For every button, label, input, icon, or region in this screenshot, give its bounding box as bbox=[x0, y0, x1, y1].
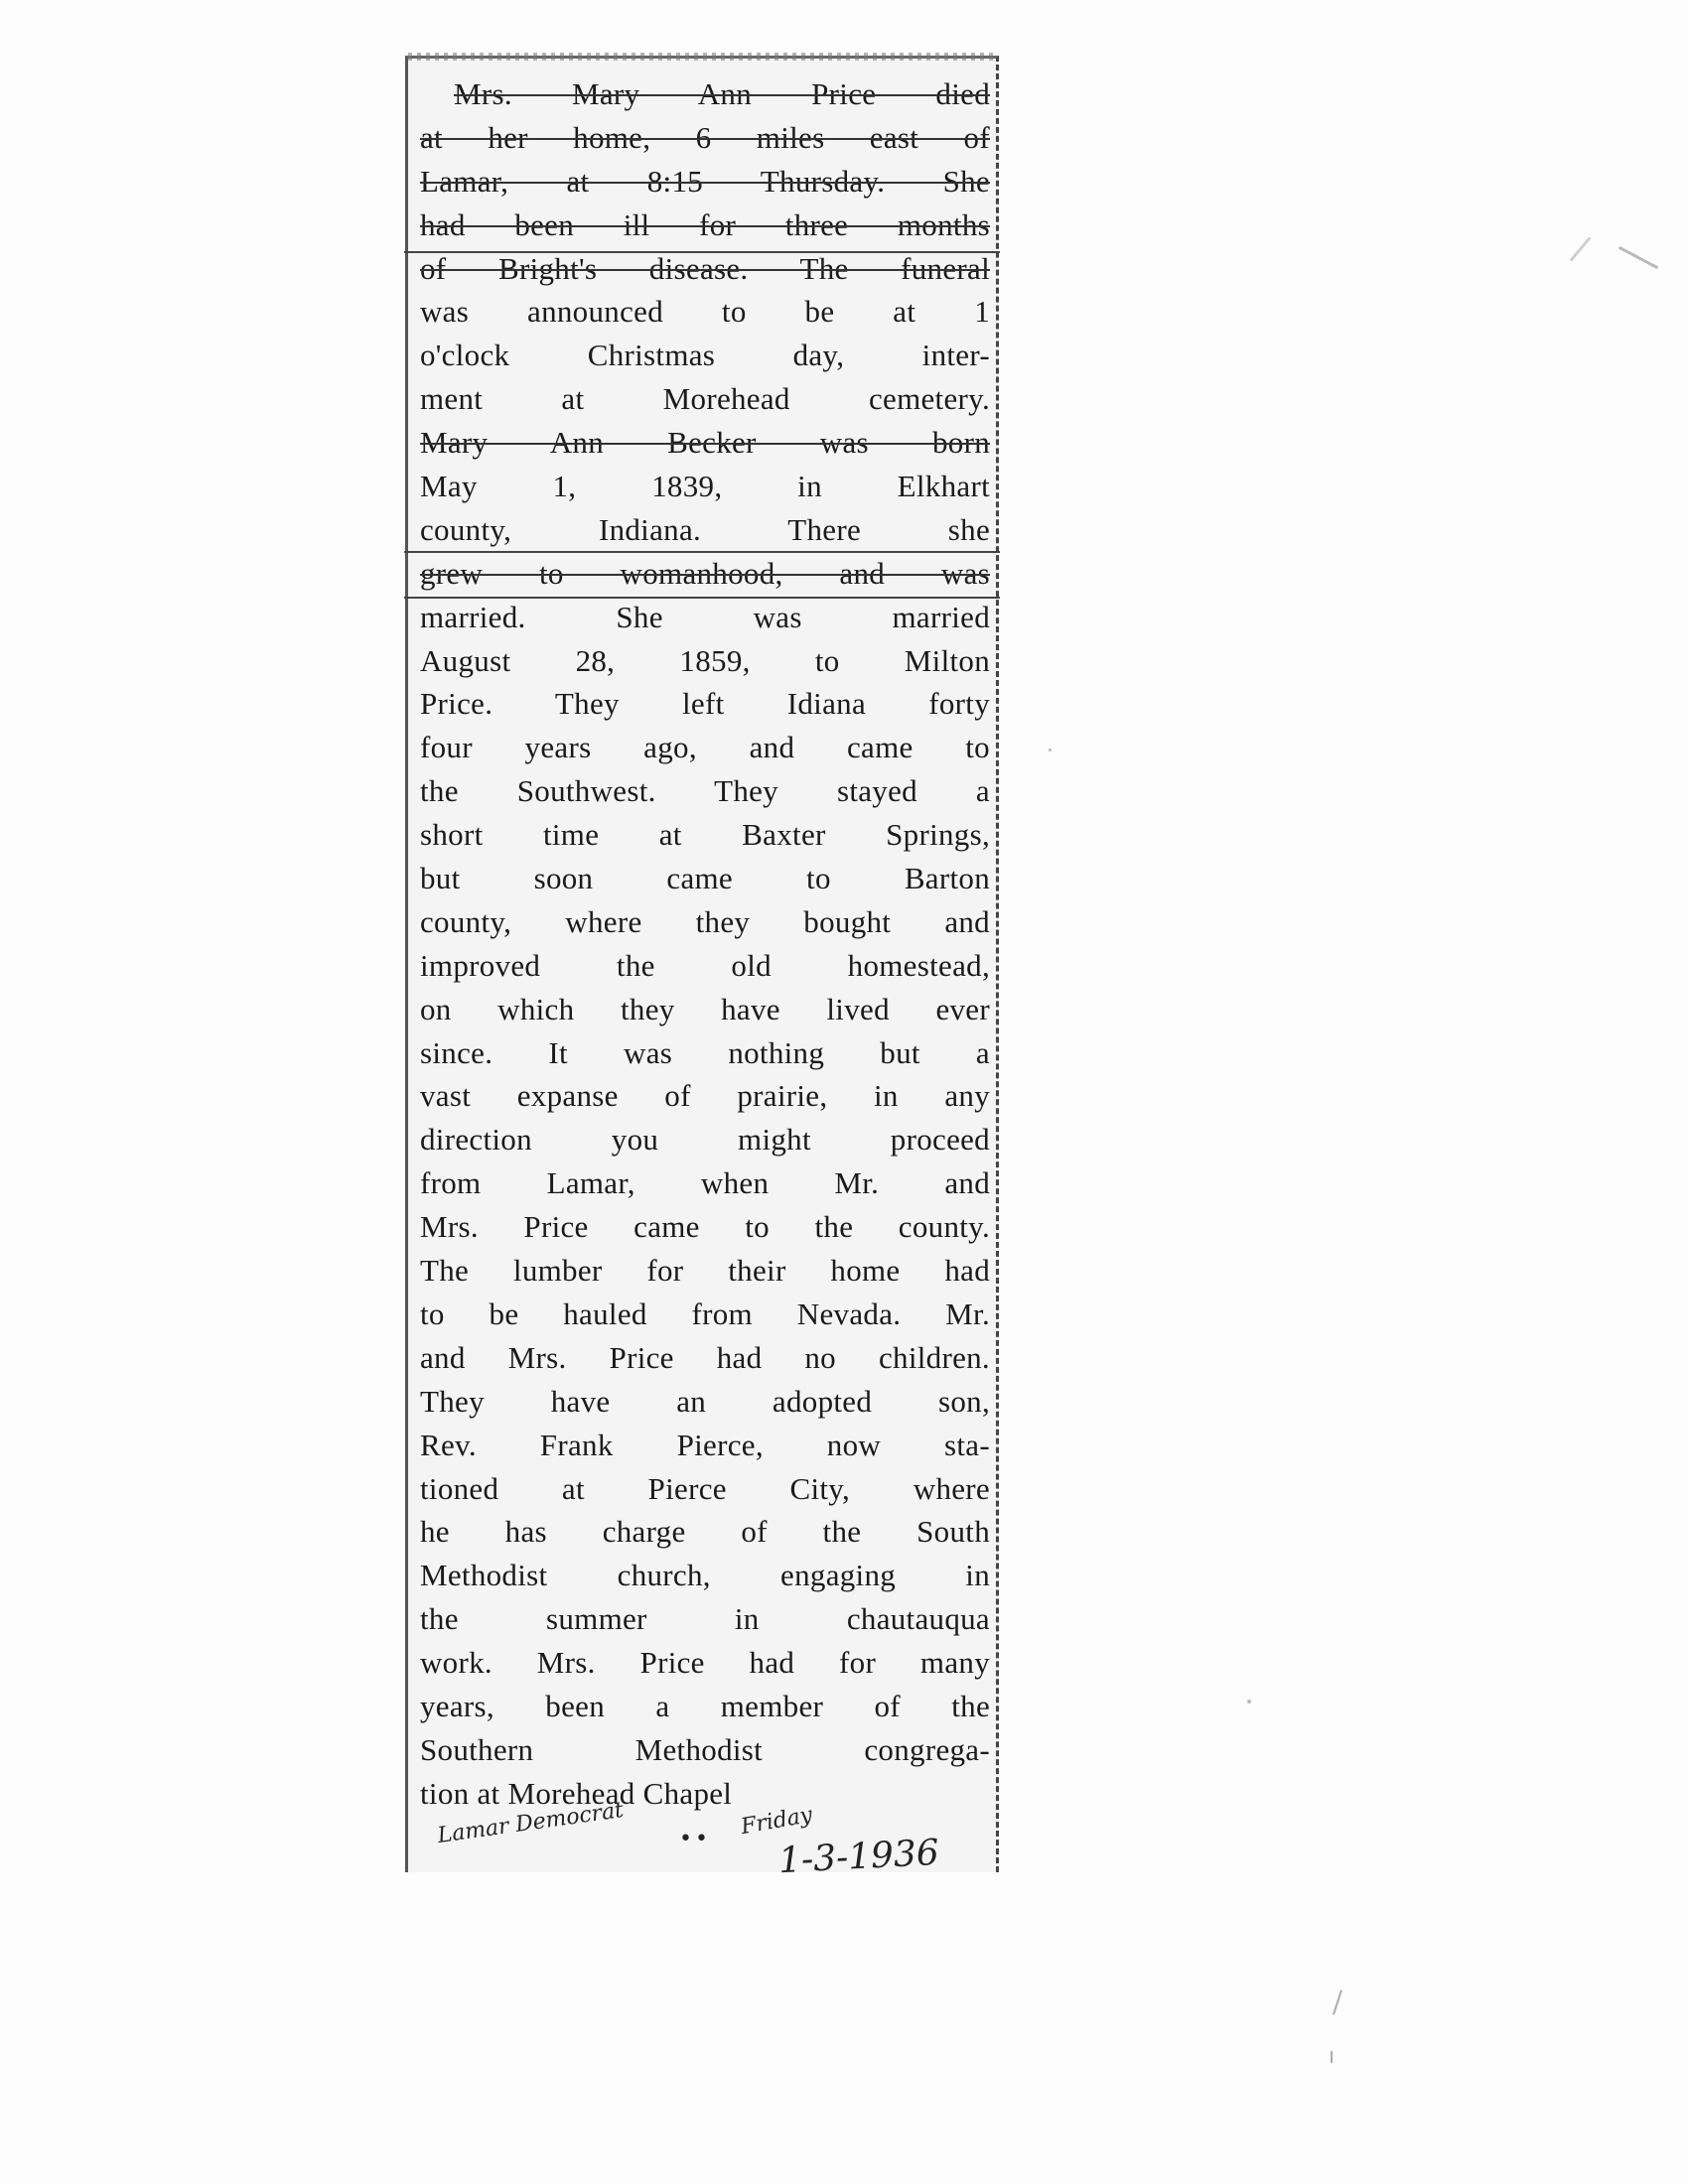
article-line: at her home, 6 miles east of bbox=[420, 119, 990, 155]
article-line: the Southwest. They stayed a bbox=[420, 773, 990, 809]
scan-mark bbox=[1333, 1989, 1342, 2014]
article-line: short time at Baxter Springs, bbox=[420, 817, 990, 853]
scan-mark bbox=[1247, 1700, 1251, 1704]
article-line: county, where they bought and bbox=[420, 903, 990, 939]
newspaper-clipping bbox=[405, 56, 999, 1872]
article-line: he has charge of the South bbox=[420, 1514, 990, 1550]
article-line: married. She was married bbox=[420, 599, 990, 634]
article-line: on which they have lived ever bbox=[420, 991, 990, 1026]
article-line: Mrs. Mary Ann Price died bbox=[454, 76, 990, 111]
article-line: Price. They left Idiana forty bbox=[420, 686, 990, 722]
article-line: August 28, 1859, to Milton bbox=[420, 642, 990, 678]
article-line: Methodist church, engaging in bbox=[420, 1558, 990, 1593]
article-line: grew to womanhood, and was bbox=[420, 555, 990, 591]
article-line: four years ago, and came to bbox=[420, 730, 990, 765]
article-line: since. It was nothing but a bbox=[420, 1034, 990, 1070]
article-line: o'clock Christmas day, inter- bbox=[420, 338, 990, 373]
article-line: from Lamar, when Mr. and bbox=[420, 1165, 990, 1201]
article-line: Mary Ann Becker was born bbox=[420, 425, 990, 461]
article-line: improved the old homestead, bbox=[420, 947, 990, 983]
handwritten-day: Friday bbox=[739, 1802, 815, 1841]
article-line: work. Mrs. Price had for many bbox=[420, 1645, 990, 1681]
article-line: years, been a member of the bbox=[420, 1688, 990, 1723]
article-line: Mrs. Price came to the county. bbox=[420, 1209, 990, 1245]
article-line: direction you might proceed bbox=[420, 1122, 990, 1158]
article-line: tion at Morehead Chapel bbox=[420, 1775, 733, 1811]
article-line: May 1, 1839, in Elkhart bbox=[420, 469, 990, 504]
article-line: ment at Morehead cemetery. bbox=[420, 381, 990, 417]
handwritten-date: 1-3-1936 bbox=[777, 1832, 940, 1882]
article-line: county, Indiana. There she bbox=[420, 511, 990, 547]
article-line: Rev. Frank Pierce, now sta- bbox=[420, 1427, 990, 1462]
article-line: to be hauled from Nevada. Mr. bbox=[420, 1296, 990, 1331]
article-line: Southern Methodist congrega- bbox=[420, 1731, 990, 1767]
scan-mark bbox=[1049, 749, 1052, 751]
handwritten-dots: •• bbox=[679, 1827, 711, 1851]
article-line: of Bright's disease. The funeral bbox=[420, 250, 990, 286]
scan-mark bbox=[1331, 2051, 1333, 2063]
article-line: Lamar, at 8:15 Thursday. She bbox=[420, 163, 990, 199]
article-line: the summer in chautauqua bbox=[420, 1601, 990, 1637]
article-line: but soon came to Barton bbox=[420, 861, 990, 896]
article-line: The lumber for their home had bbox=[420, 1253, 990, 1289]
article-line: and Mrs. Price had no children. bbox=[420, 1339, 990, 1375]
handwritten-paper-name: Lamar Democrat bbox=[436, 1797, 626, 1849]
obituary-text bbox=[420, 72, 990, 1816]
article-line: was announced to be at 1 bbox=[420, 294, 990, 330]
article-line: They have an adopted son, bbox=[420, 1383, 990, 1419]
article-line: tioned at Pierce City, where bbox=[420, 1470, 990, 1506]
scan-mark bbox=[1618, 246, 1658, 269]
scan-mark bbox=[1570, 237, 1592, 262]
article-line: had been ill for three months bbox=[420, 206, 990, 242]
article-line: vast expanse of prairie, in any bbox=[420, 1078, 990, 1114]
